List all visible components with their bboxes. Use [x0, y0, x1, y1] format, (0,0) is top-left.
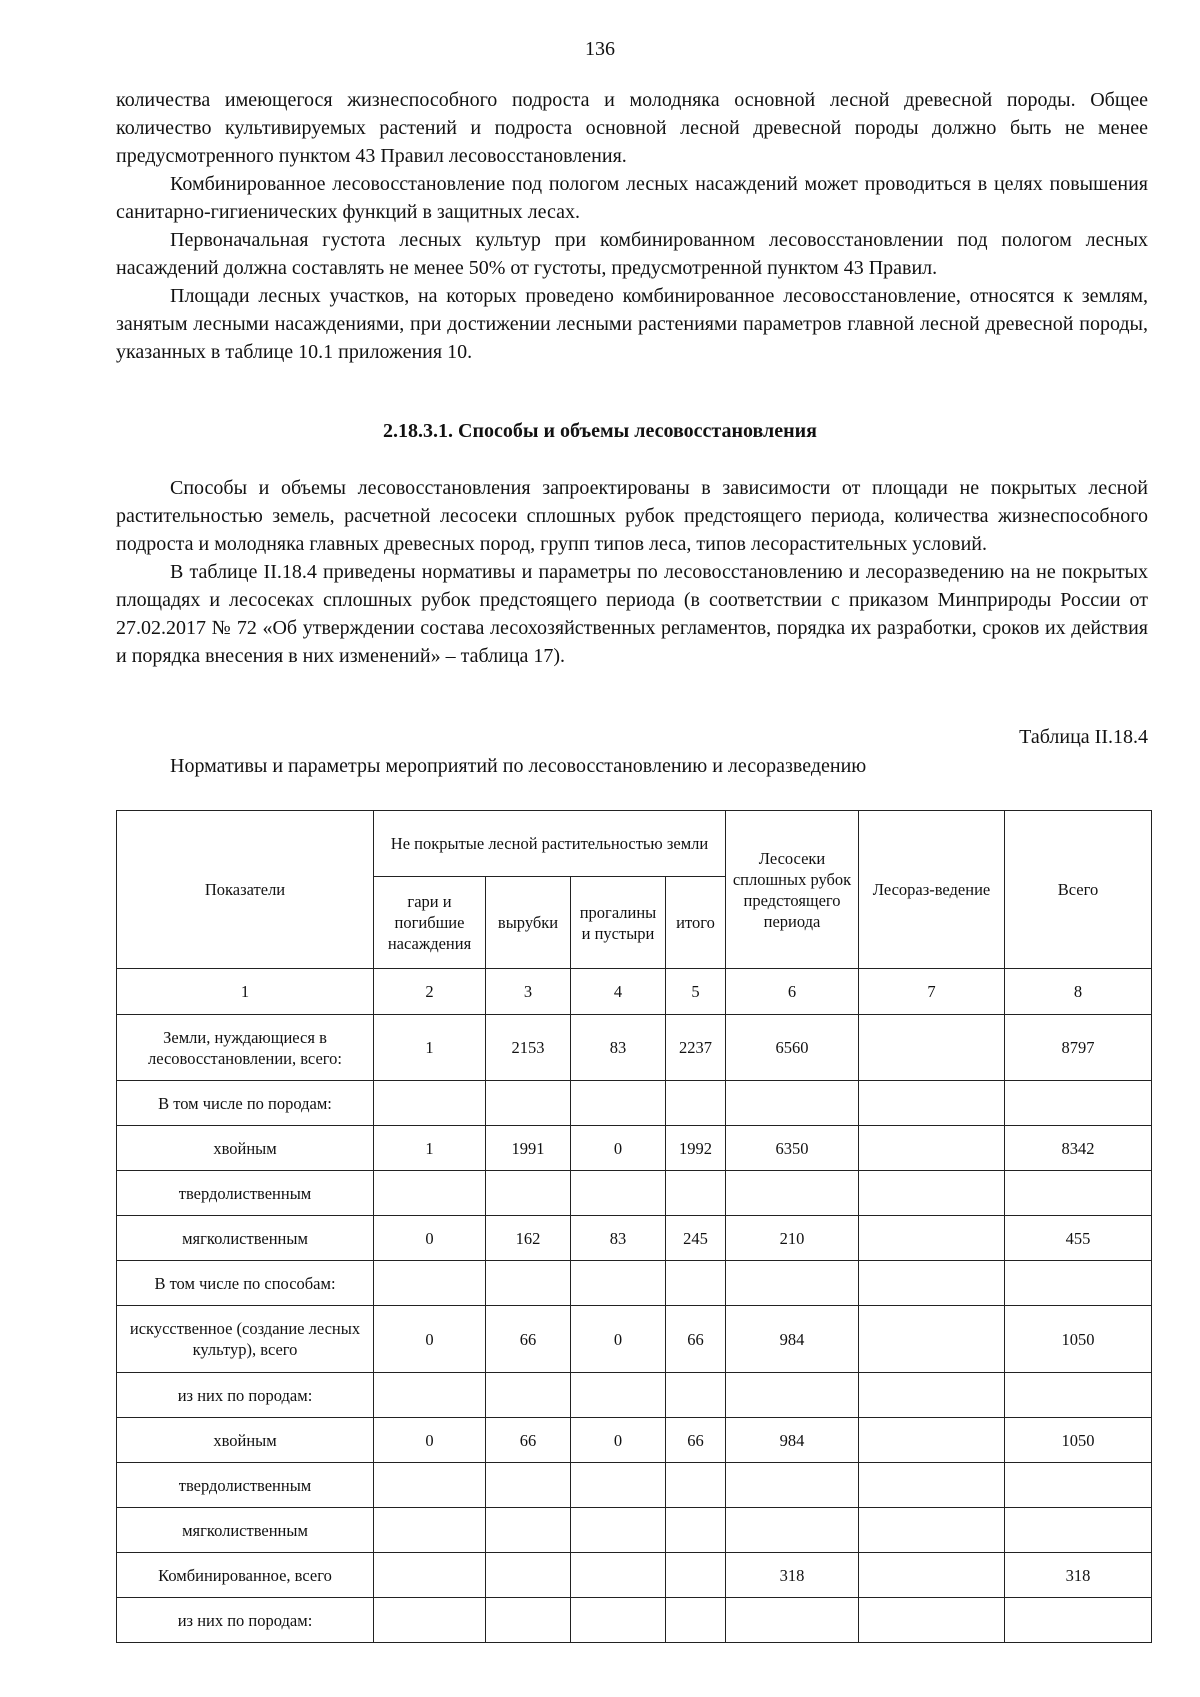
table-cell: 8797 [1005, 1015, 1152, 1081]
table-cell: 83 [571, 1216, 666, 1261]
column-number-row [117, 969, 1152, 1015]
table-cell [571, 1171, 666, 1216]
table-cell [486, 1171, 571, 1216]
table-cell [859, 1553, 1005, 1598]
table-cell: 1050 [1005, 1418, 1152, 1463]
table-row [117, 1373, 1152, 1418]
table-title: Нормативы и параметры мероприятий по лесовосстановлению и лесоразведению [170, 755, 867, 777]
table-cell: 210 [726, 1216, 859, 1261]
table-cell [1005, 1171, 1152, 1216]
table-cell [486, 1373, 571, 1418]
table-cell [486, 1508, 571, 1553]
header-total: Всего [1005, 811, 1152, 969]
table-cell [486, 1081, 571, 1126]
header-clearings: вырубки [486, 877, 571, 969]
row-label: В том числе по способам: [117, 1261, 374, 1306]
table-row [117, 1015, 1152, 1081]
table-cell: 2237 [666, 1015, 726, 1081]
table-row [117, 1081, 1152, 1126]
paragraph: Площади лесных участков, на которых проведено комбинированное лесовосстановление, относятся к землям, занятым лесными насаждениями, при достижении лесными растениями параметров главной лесной древесной породы, указанных в таблице 10.1 приложения 10. [116, 285, 1148, 363]
table-row [117, 1418, 1152, 1463]
row-label: хвойным [117, 1126, 374, 1171]
section-heading: 2.18.3.1. Способы и объемы лесовосстановления [383, 420, 817, 442]
header-burned: гари и погибшие насаждения [374, 877, 486, 969]
row-label: твердолиственным [117, 1463, 374, 1508]
table-cell [726, 1171, 859, 1216]
table-cell: 8342 [1005, 1126, 1152, 1171]
table-cell: 1 [374, 1015, 486, 1081]
header-cutting-areas: Лесосеки сплошных рубок предстоящего периода [726, 811, 859, 969]
row-label: мягколиственным [117, 1216, 374, 1261]
row-label: твердолиственным [117, 1171, 374, 1216]
table-cell [859, 1171, 1005, 1216]
row-label: из них по породам: [117, 1598, 374, 1643]
column-number: 1 [117, 969, 374, 1015]
row-label: В том числе по породам: [117, 1081, 374, 1126]
table-cell: 162 [486, 1216, 571, 1261]
table-cell [1005, 1261, 1152, 1306]
column-number: 8 [1005, 969, 1152, 1015]
row-label: мягколиственным [117, 1508, 374, 1553]
table-cell [571, 1508, 666, 1553]
header-subtotal: итого [666, 877, 726, 969]
header-glades: прогалины и пустыри [571, 877, 666, 969]
table-cell [571, 1463, 666, 1508]
table-cell [859, 1015, 1005, 1081]
table-cell [666, 1598, 726, 1643]
table-cell [486, 1553, 571, 1598]
paragraph: количества имеющегося жизнеспособного подроста и молодняка основной лесной древесной породы. Общее количество культивируемых растений и подроста основной лесной древесной породы должно быть не менее предусмотренного пунктом 43 Правил лесовосстановления. [116, 89, 1148, 167]
table-cell [374, 1081, 486, 1126]
table-cell [859, 1463, 1005, 1508]
paragraph: В таблице II.18.4 приведены нормативы и параметры по лесовосстановлению и лесоразведению на не покрытых площадях и лесосеках сплошных рубок предстоящего периода (в соответствии с приказом Минприроды России от 27.02.2017 № 72 «Об утверждении состава лесохозяйственных регламентов, порядка их разработки, сроков их действия и порядка внесения в них изменений» – таблица 17). [116, 561, 1148, 667]
table-cell: 245 [666, 1216, 726, 1261]
table-cell: 318 [726, 1553, 859, 1598]
table-cell [726, 1508, 859, 1553]
table-cell: 66 [666, 1306, 726, 1373]
table-cell [1005, 1508, 1152, 1553]
table-cell [726, 1373, 859, 1418]
table-cell [666, 1553, 726, 1598]
table-cell [726, 1463, 859, 1508]
table-cell [374, 1171, 486, 1216]
table-row [117, 1126, 1152, 1171]
table-cell: 318 [1005, 1553, 1152, 1598]
table-cell [666, 1508, 726, 1553]
table-cell: 0 [571, 1126, 666, 1171]
table-cell: 984 [726, 1306, 859, 1373]
table-row [117, 1508, 1152, 1553]
paragraph: Комбинированное лесовосстановление под пологом лесных насаждений может проводиться в целях повышения санитарно-гигиенических функций в защитных лесах. [116, 173, 1148, 223]
table-cell: 1 [374, 1126, 486, 1171]
table-row [117, 1598, 1152, 1643]
table-cell: 83 [571, 1015, 666, 1081]
row-label: Земли, нуждающиеся в лесовосстановлении, всего: [117, 1015, 374, 1081]
table-cell [374, 1508, 486, 1553]
table-cell: 0 [374, 1306, 486, 1373]
table-cell [374, 1261, 486, 1306]
table-cell [374, 1553, 486, 1598]
table-reference: Таблица II.18.4 [1019, 726, 1148, 748]
header-not-covered-lands: Не покрытые лесной растительностью земли [374, 811, 726, 877]
table-cell: 455 [1005, 1216, 1152, 1261]
table-cell [571, 1373, 666, 1418]
table-cell [859, 1373, 1005, 1418]
table-cell [1005, 1081, 1152, 1126]
table-cell [571, 1261, 666, 1306]
table-cell [726, 1598, 859, 1643]
table-cell: 0 [571, 1306, 666, 1373]
table-cell [571, 1553, 666, 1598]
table-cell [859, 1418, 1005, 1463]
table-cell: 0 [571, 1418, 666, 1463]
norms-table [116, 810, 1152, 1643]
table-cell [486, 1261, 571, 1306]
table-cell: 0 [374, 1216, 486, 1261]
table-cell [859, 1508, 1005, 1553]
table-cell: 1050 [1005, 1306, 1152, 1373]
table-cell [859, 1306, 1005, 1373]
table-cell [374, 1373, 486, 1418]
table-cell: 0 [374, 1418, 486, 1463]
table-cell: 66 [486, 1306, 571, 1373]
column-number: 5 [666, 969, 726, 1015]
table-cell [859, 1081, 1005, 1126]
table-cell [666, 1373, 726, 1418]
table-cell [726, 1081, 859, 1126]
table-cell [666, 1171, 726, 1216]
row-label: хвойным [117, 1418, 374, 1463]
section-text [116, 474, 1148, 670]
table-cell [571, 1598, 666, 1643]
table-cell [859, 1216, 1005, 1261]
table-cell [859, 1261, 1005, 1306]
table-cell [1005, 1463, 1152, 1508]
table-row [117, 1306, 1152, 1373]
table-cell: 2153 [486, 1015, 571, 1081]
column-number: 6 [726, 969, 859, 1015]
header-indicators: Показатели [117, 811, 374, 969]
table-cell: 1991 [486, 1126, 571, 1171]
column-number: 7 [859, 969, 1005, 1015]
table-cell: 1992 [666, 1126, 726, 1171]
row-label: из них по породам: [117, 1373, 374, 1418]
table-cell: 984 [726, 1418, 859, 1463]
table-cell [859, 1598, 1005, 1643]
table-cell: 66 [666, 1418, 726, 1463]
table-cell [1005, 1373, 1152, 1418]
table-cell [666, 1463, 726, 1508]
table-row [117, 1171, 1152, 1216]
table-cell [666, 1081, 726, 1126]
table-row [117, 1216, 1152, 1261]
table-cell: 66 [486, 1418, 571, 1463]
table-row [117, 1553, 1152, 1598]
table-cell [726, 1261, 859, 1306]
paragraph: Первоначальная густота лесных культур при комбинированном лесовосстановлении под пологом лесных насаждений должна составлять не менее 50% от густоты, предусмотренной пунктом 43 Правил. [116, 229, 1148, 279]
table-cell [859, 1126, 1005, 1171]
header-afforestation: Лесораз-ведение [859, 811, 1005, 969]
page-number: 136 [585, 38, 615, 60]
table-cell: 6350 [726, 1126, 859, 1171]
table-cell [1005, 1598, 1152, 1643]
row-label: искусственное (создание лесных культур), всего [117, 1306, 374, 1373]
table-cell [486, 1598, 571, 1643]
column-number: 4 [571, 969, 666, 1015]
paragraph: Способы и объемы лесовосстановления запроектированы в зависимости от площади не покрытых лесной растительностью земель, расчетной лесосеки сплошных рубок предстоящего периода, количества жизнеспособного подроста и молодняка главных древесных пород, групп типов леса, типов лесорастительных условий. [116, 477, 1148, 555]
column-number: 3 [486, 969, 571, 1015]
table-cell [374, 1463, 486, 1508]
table-cell [486, 1463, 571, 1508]
table-row [117, 1463, 1152, 1508]
column-number: 2 [374, 969, 486, 1015]
table-cell: 6560 [726, 1015, 859, 1081]
table-row [117, 1261, 1152, 1306]
intro-text [116, 86, 1148, 366]
table-cell [571, 1081, 666, 1126]
table-cell [666, 1261, 726, 1306]
table-cell [374, 1598, 486, 1643]
row-label: Комбинированное, всего [117, 1553, 374, 1598]
